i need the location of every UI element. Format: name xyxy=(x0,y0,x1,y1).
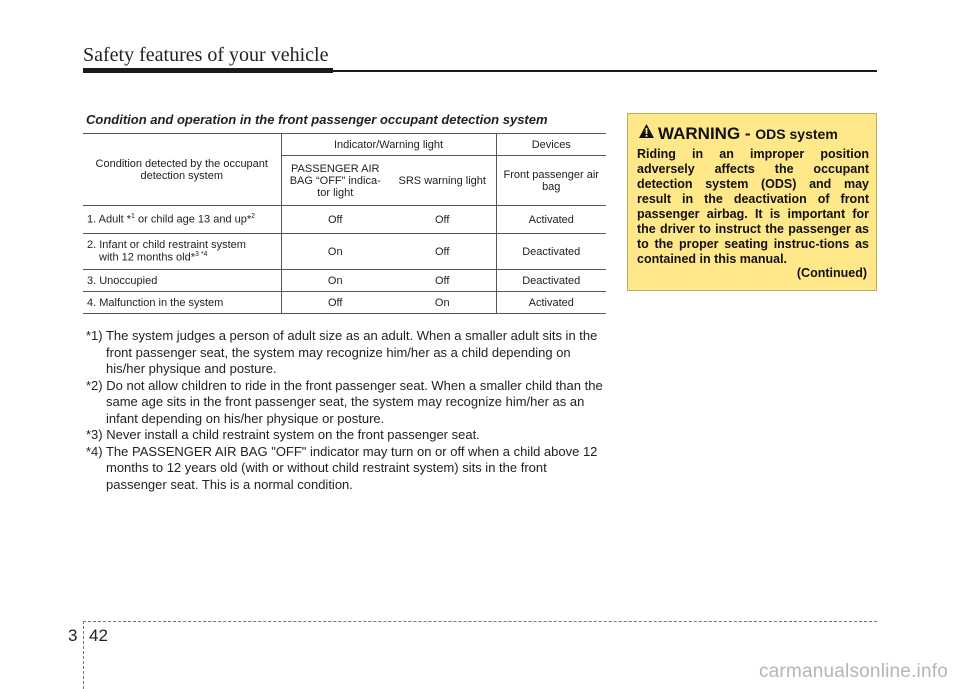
table-row xyxy=(83,270,606,292)
footer-rule xyxy=(83,621,877,622)
footnote-ref: 3 *4 xyxy=(195,251,208,259)
row-airbag-status: Deactivated xyxy=(496,270,606,292)
cond-text: or child age 13 and up* xyxy=(134,213,252,226)
row-passenger-light: Off xyxy=(281,206,389,234)
row-passenger-light: On xyxy=(281,234,389,270)
row-airbag-status: Activated xyxy=(496,206,606,234)
cond-text: with 12 months old* xyxy=(99,251,195,264)
page-header-title: Safety features of your vehicle xyxy=(83,44,329,66)
warning-body: Riding in an improper position adversely affects the occupant detection system (ODS) and may result in the deactivation of front passenger airbag. It is important for the driver to instruct the passenger as to the proper seating instruc-tions as contained in this manual. xyxy=(637,147,869,266)
header-indicator-group: Indicator/Warning light xyxy=(281,134,496,156)
warning-title-main: WARNING - xyxy=(658,124,756,143)
footnote-ref: 1 xyxy=(131,213,135,221)
footer-vertical-rule xyxy=(83,621,84,689)
header-passenger-airbag-light: PASSENGER AIR BAG “OFF” indica-tor light xyxy=(281,156,389,206)
cond-text: 2. Infant or child restraint system xyxy=(87,239,246,252)
header-condition: Condition detected by the occupant detection system xyxy=(83,134,281,206)
page-chapter-number: 3 xyxy=(68,626,78,645)
header-rule-thin xyxy=(333,70,877,72)
row-condition: 4. Malfunction in the system xyxy=(83,292,281,314)
row-passenger-light: Off xyxy=(281,292,389,314)
warning-triangle-icon xyxy=(638,123,655,144)
section-heading: Condition and operation in the front passenger occupant detection system xyxy=(86,112,548,127)
header-front-passenger-airbag: Front passenger air bag xyxy=(496,156,606,206)
row-airbag-status: Activated xyxy=(496,292,606,314)
page-number: 42 xyxy=(89,626,108,645)
watermark: carmanualsonline.info xyxy=(758,661,948,682)
table-row xyxy=(83,292,606,314)
warning-continued: (Continued) xyxy=(796,266,867,280)
header-rule-thick xyxy=(83,68,333,73)
header-srs-warning-light: SRS warning light xyxy=(389,156,496,206)
cond-text: 1. Adult * xyxy=(87,213,132,226)
warning-title xyxy=(658,124,838,144)
footnote-3: *3) Never install a child restraint system on the front passenger seat. xyxy=(86,427,480,442)
row-srs-light: Off xyxy=(389,270,496,292)
table-row xyxy=(83,234,606,270)
row-passenger-light: On xyxy=(281,270,389,292)
row-srs-light: On xyxy=(389,292,496,314)
header-devices-group: Devices xyxy=(496,134,606,156)
row-condition: 3. Unoccupied xyxy=(83,270,281,292)
footnote-2: *2) Do not allow children to ride in the front passenger seat. When a smaller child than the same age sits in the front passenger seat, the system may recognize him/her as an infant depending on his/her physique or posture. xyxy=(86,377,603,426)
row-condition xyxy=(83,234,281,270)
footnote-4: *4) The PASSENGER AIR BAG "OFF" indicator may turn on or off when a child above 12 months to 12 years old (with or without child restraint system) sits in the front passenger seat. This is a normal condition. xyxy=(86,443,598,492)
warning-box xyxy=(627,113,877,291)
warning-title-sub: ODS system xyxy=(755,126,838,142)
footnotes xyxy=(86,328,606,493)
row-srs-light: Off xyxy=(389,206,496,234)
row-airbag-status: Deactivated xyxy=(496,234,606,270)
table-row xyxy=(83,206,606,234)
footnote-1: *1) The system judges a person of adult size as an adult. When a smaller adult sits in the front passenger seat, the system may recognize him/her as a child depending on his/her physique and posture. xyxy=(86,328,598,376)
row-srs-light: Off xyxy=(389,234,496,270)
ods-condition-table xyxy=(83,133,606,314)
footnote-ref: 2 xyxy=(251,213,256,221)
row-condition xyxy=(83,206,281,234)
